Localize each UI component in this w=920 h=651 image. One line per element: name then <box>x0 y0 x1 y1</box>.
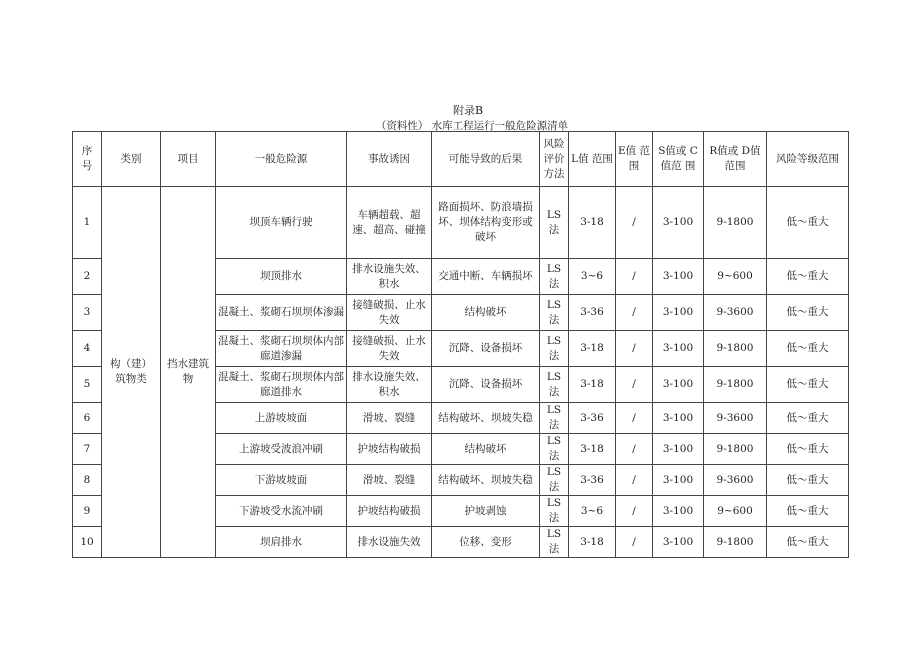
hazard-cell: 上游坡坡面 <box>216 403 347 434</box>
e-range-cell: / <box>616 187 653 259</box>
header-consequence: 可能导致的后果 <box>432 132 540 187</box>
consequence-cell: 交通中断、车辆损坏 <box>432 259 540 295</box>
l-range-cell: 3-36 <box>569 465 616 496</box>
item-cell: 挡水建筑物 <box>161 187 216 558</box>
header-level-range: 风险等级范围 <box>767 132 849 187</box>
level-range-cell: 低～重大 <box>767 367 849 403</box>
seq-cell: 10 <box>73 527 102 558</box>
sc-range-cell: 3-100 <box>653 403 704 434</box>
level-range-cell: 低～重大 <box>767 434 849 465</box>
level-range-cell: 低～重大 <box>767 403 849 434</box>
header-row <box>73 132 849 187</box>
cause-cell: 排水设施失效、积水 <box>347 367 432 403</box>
cause-cell: 接缝破损、止水失效 <box>347 295 432 331</box>
seq-cell: 5 <box>73 367 102 403</box>
l-range-cell: 3-18 <box>569 187 616 259</box>
table-caption: （资料性） 水库工程运行一般危险源清单 <box>375 120 569 132</box>
hazard-cell: 混凝土、浆砌石坝坝体内部廊道渗漏 <box>216 331 347 367</box>
consequence-cell: 沉降、设备损坏 <box>432 331 540 367</box>
method-cell: LS法 <box>540 527 569 558</box>
cause-cell: 排水设施失效、积水 <box>347 259 432 295</box>
seq-cell: 7 <box>73 434 102 465</box>
cause-cell: 护坡结构破损 <box>347 434 432 465</box>
header-method: 风险评价方法 <box>540 132 569 187</box>
e-range-cell: / <box>616 331 653 367</box>
cause-cell: 滑坡、裂缝 <box>347 465 432 496</box>
hazard-cell: 混凝土、浆砌石坝坝体内部廊道排水 <box>216 367 347 403</box>
table-row <box>73 187 849 259</box>
hazard-cell: 混凝土、浆砌石坝坝体渗漏 <box>216 295 347 331</box>
consequence-cell: 路面损坏、防浪墙损坏、坝体结构变形或破坏 <box>432 187 540 259</box>
method-cell: LS法 <box>540 367 569 403</box>
hazard-cell: 上游坡受波浪冲刷 <box>216 434 347 465</box>
sc-range-cell: 3-100 <box>653 496 704 527</box>
l-range-cell: 3-18 <box>569 434 616 465</box>
seq-cell: 3 <box>73 295 102 331</box>
cause-cell: 排水设施失效 <box>347 527 432 558</box>
l-range-cell: 3-18 <box>569 331 616 367</box>
seq-cell: 2 <box>73 259 102 295</box>
level-range-cell: 低～重大 <box>767 496 849 527</box>
sc-range-cell: 3-100 <box>653 187 704 259</box>
seq-cell: 4 <box>73 331 102 367</box>
hazard-cell: 坝顶车辆行驶 <box>216 187 347 259</box>
e-range-cell: / <box>616 496 653 527</box>
l-range-cell: 3-36 <box>569 295 616 331</box>
appendix-title: 附录B <box>452 104 484 117</box>
rd-range-cell: 9-3600 <box>704 295 767 331</box>
e-range-cell: / <box>616 259 653 295</box>
hazard-table <box>72 131 849 558</box>
hazard-cell: 坝肩排水 <box>216 527 347 558</box>
header-sc-range: S值或 C值范 围 <box>653 132 704 187</box>
hazard-cell: 下游坡坡面 <box>216 465 347 496</box>
cause-cell: 接缝破损、止水失效 <box>347 331 432 367</box>
e-range-cell: / <box>616 367 653 403</box>
rd-range-cell: 9-3600 <box>704 403 767 434</box>
sc-range-cell: 3-100 <box>653 367 704 403</box>
method-cell: LS法 <box>540 187 569 259</box>
seq-cell: 8 <box>73 465 102 496</box>
rd-range-cell: 9-3600 <box>704 465 767 496</box>
consequence-cell: 结构破坏 <box>432 295 540 331</box>
l-range-cell: 3~6 <box>569 259 616 295</box>
header-seq: 序 号 <box>73 132 102 187</box>
l-range-cell: 3-18 <box>569 367 616 403</box>
consequence-cell: 结构破坏、坝坡失稳 <box>432 403 540 434</box>
header-rd-range: R值或 D值范围 <box>704 132 767 187</box>
method-cell: LS法 <box>540 331 569 367</box>
e-range-cell: / <box>616 434 653 465</box>
e-range-cell: / <box>616 403 653 434</box>
rd-range-cell: 9-1800 <box>704 187 767 259</box>
rd-range-cell: 9~600 <box>704 496 767 527</box>
method-cell: LS法 <box>540 295 569 331</box>
sc-range-cell: 3-100 <box>653 434 704 465</box>
consequence-cell: 位移、变形 <box>432 527 540 558</box>
seq-cell: 9 <box>73 496 102 527</box>
rd-range-cell: 9~600 <box>704 259 767 295</box>
seq-cell: 1 <box>73 187 102 259</box>
seq-cell: 6 <box>73 403 102 434</box>
l-range-cell: 3-36 <box>569 403 616 434</box>
method-cell: LS法 <box>540 465 569 496</box>
rd-range-cell: 9-1800 <box>704 367 767 403</box>
header-cause: 事故诱因 <box>347 132 432 187</box>
consequence-cell: 护坡剥蚀 <box>432 496 540 527</box>
consequence-cell: 结构破坏 <box>432 434 540 465</box>
level-range-cell: 低～重大 <box>767 527 849 558</box>
sc-range-cell: 3-100 <box>653 527 704 558</box>
rd-range-cell: 9-1800 <box>704 527 767 558</box>
rd-range-cell: 9-1800 <box>704 331 767 367</box>
hazard-cell: 下游坡受水流冲刷 <box>216 496 347 527</box>
header-hazard: 一般危险源 <box>216 132 347 187</box>
level-range-cell: 低～重大 <box>767 331 849 367</box>
rd-range-cell: 9-1800 <box>704 434 767 465</box>
consequence-cell: 沉降、设备损坏 <box>432 367 540 403</box>
header-item: 项目 <box>161 132 216 187</box>
method-cell: LS法 <box>540 434 569 465</box>
e-range-cell: / <box>616 465 653 496</box>
header-l-range: L值 范围 <box>569 132 616 187</box>
sc-range-cell: 3-100 <box>653 331 704 367</box>
header-e-range: E值 范围 <box>616 132 653 187</box>
cause-cell: 滑坡、裂缝 <box>347 403 432 434</box>
e-range-cell: / <box>616 295 653 331</box>
method-cell: LS法 <box>540 403 569 434</box>
header-category: 类别 <box>102 132 161 187</box>
l-range-cell: 3-18 <box>569 527 616 558</box>
sc-range-cell: 3-100 <box>653 465 704 496</box>
category-cell: 构（建）筑物类 <box>102 187 161 558</box>
sc-range-cell: 3-100 <box>653 295 704 331</box>
hazard-cell: 坝顶排水 <box>216 259 347 295</box>
cause-cell: 车辆超载、超速、超高、碰撞 <box>347 187 432 259</box>
cause-cell: 护坡结构破损 <box>347 496 432 527</box>
level-range-cell: 低～重大 <box>767 465 849 496</box>
consequence-cell: 结构破坏、坝坡失稳 <box>432 465 540 496</box>
sc-range-cell: 3-100 <box>653 259 704 295</box>
method-cell: LS法 <box>540 496 569 527</box>
e-range-cell: / <box>616 527 653 558</box>
level-range-cell: 低～重大 <box>767 187 849 259</box>
level-range-cell: 低～重大 <box>767 295 849 331</box>
l-range-cell: 3~6 <box>569 496 616 527</box>
method-cell: LS法 <box>540 259 569 295</box>
level-range-cell: 低～重大 <box>767 259 849 295</box>
